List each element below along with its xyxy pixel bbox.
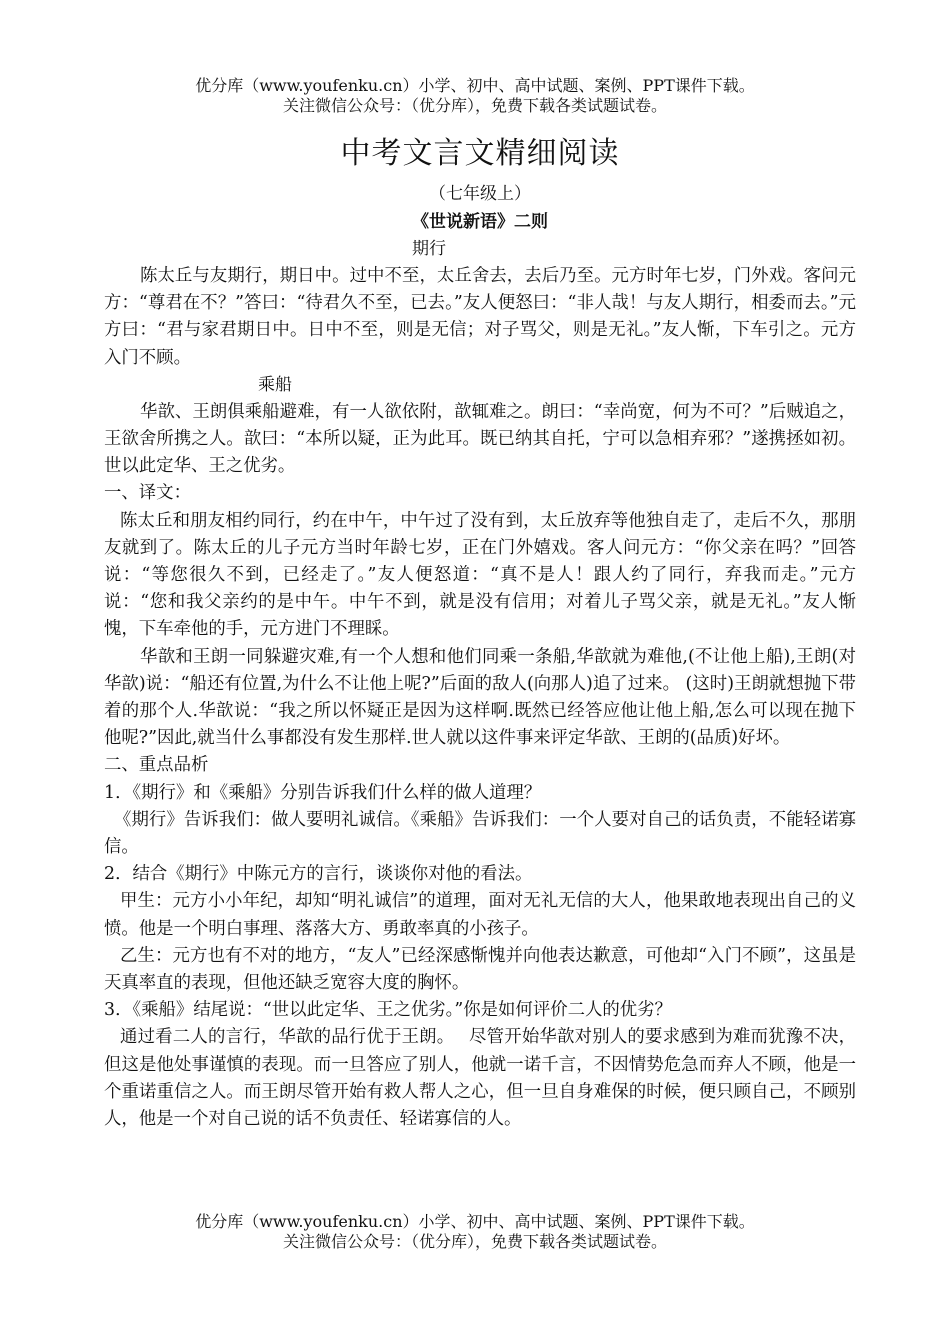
question-1: 1．《期行》和《乘船》分别告诉我们什么样的做人道理？ [104, 782, 542, 803]
piece-title-chengchuan: 乘船 [258, 374, 292, 395]
page-header [0, 76, 950, 116]
piece-text-chengchuan: 华歆、王朗俱乘船避难，有一人欲依附，歆辄难之。朗曰：“幸尚宽，何为不可？”后贼追之，王欲舍所携之人。歆曰：“本所以疑，正为此耳。既已纳其自托，宁可以急相弃邪？”遂携拯如初。世以此定华、王之优劣。 [104, 401, 856, 477]
answer-2-student-a: 甲生：元方小小年纪，却知“明礼诚信”的道理，面对无礼无信的大人，他果敢地表现出自己的义愤。他是一个明白事理、落落大方、勇敢率真的小孩子。 [104, 891, 856, 939]
piece-text-qixing: 陈太丘与友期行，期日中。过中不至，太丘舍去，去后乃至。元方时年七岁，门外戏。客问元方：“尊君在不？”答曰：“待君久不至，已去。”友人便怒曰：“非人哉！与友人期行，相委而去。”元方曰：“君与家君期日中。日中不至，则是无信；对子骂父，则是无礼。”友人惭，下车引之。元方入门不顾。 [104, 266, 856, 368]
header-line-2: 关注微信公众号：（优分库），免费下载各类试题试卷。 [282, 96, 667, 115]
analysis-heading: 二、重点品析 [104, 755, 209, 776]
answer-2-student-b: 乙生：元方也有不对的地方，“友人”已经深感惭愧并向他表达歉意，可他却“入门不顾”，这虽是天真率直的表现，但他还缺乏宽容大度的胸怀。 [104, 945, 856, 994]
question-3: 3．《乘船》结尾说：“世以此定华、王之优劣。”你是如何评价二人的优劣？ [104, 1000, 672, 1021]
section-title: 《世说新语》二则 [412, 212, 548, 232]
document-body [104, 132, 856, 1133]
translation-heading: 一、译文： [104, 483, 191, 504]
footer-line-2: 关注微信公众号：（优分库），免费下载各类试题试卷。 [282, 1232, 667, 1251]
answer-1: 《期行》告诉我们：做人要明礼诚信。《乘船》告诉我们：一个人要对自己的话负责，不能轻诺寡信。 [104, 809, 856, 858]
piece-title-qixing: 期行 [412, 239, 446, 259]
page-footer [0, 1212, 950, 1252]
page-title: 中考文言文精细阅读 [340, 136, 620, 171]
header-line-1: 优分库（www.youfenku.cn）小学、初中、高中试题、案例、PPT课件下载。 [195, 76, 755, 95]
question-2: 2．结合《期行》中陈元方的言行，谈谈你对他的看法。 [104, 864, 533, 885]
translation-paragraph-2: 华歆和王朗一同躲避灾难,有一个人想和他们同乘一条船,华歆就为难他,(不让他上船),王朗(对华歆)说：“船还有位置,为什么不让他上呢?”后面的敌人(向那人)追了过来。 (这时)王朗就想抛下带着的那个人.华歆说：“我之所以怀疑正是因为这样啊.既然已经答应他让他上船,怎么可以现在抛下他呢?”因此,就当什么事都没有发生那样.世人就以这件事来评定华歆、王朗的(品质)好坏。 [104, 646, 856, 749]
answer-3: 通过看二人的言行，华歆的品行优于王朗。 尽管开始华歆对别人的要求感到为难而犹豫不决，但这是他处事谨慎的表现。而一旦答应了别人，他就一诺千言，不因情势危急而弃人不顾，他是一个重诺重信之人。而王朗尽管开始有救人帮人之心，但一旦自身难保的时候，便只顾自己，不顾别人，他是一个对自己说的话不负责任、轻诺寡信的人。 [104, 1027, 856, 1130]
footer-line-1: 优分库（www.youfenku.cn）小学、初中、高中试题、案例、PPT课件下载。 [195, 1212, 755, 1231]
translation-paragraph-1: 陈太丘和朋友相约同行，约在中午，中午过了没有到，太丘放弃等他独自走了，走后不久，那朋友就到了。陈太丘的儿子元方当时年龄七岁，正在门外嬉戏。客人问元方：“你父亲在吗？”回答说：“等您很久不到，已经走了。”友人便怒道：“真不是人！跟人约了同行，弃我而走。”元方说：“您和我父亲约的是中午。中午不到，就是没有信用；对着儿子骂父亲，就是无礼。”友人惭愧，下车牵他的手，元方进门不理睬。 [104, 510, 856, 640]
grade-label: （七年级上） [429, 184, 531, 204]
